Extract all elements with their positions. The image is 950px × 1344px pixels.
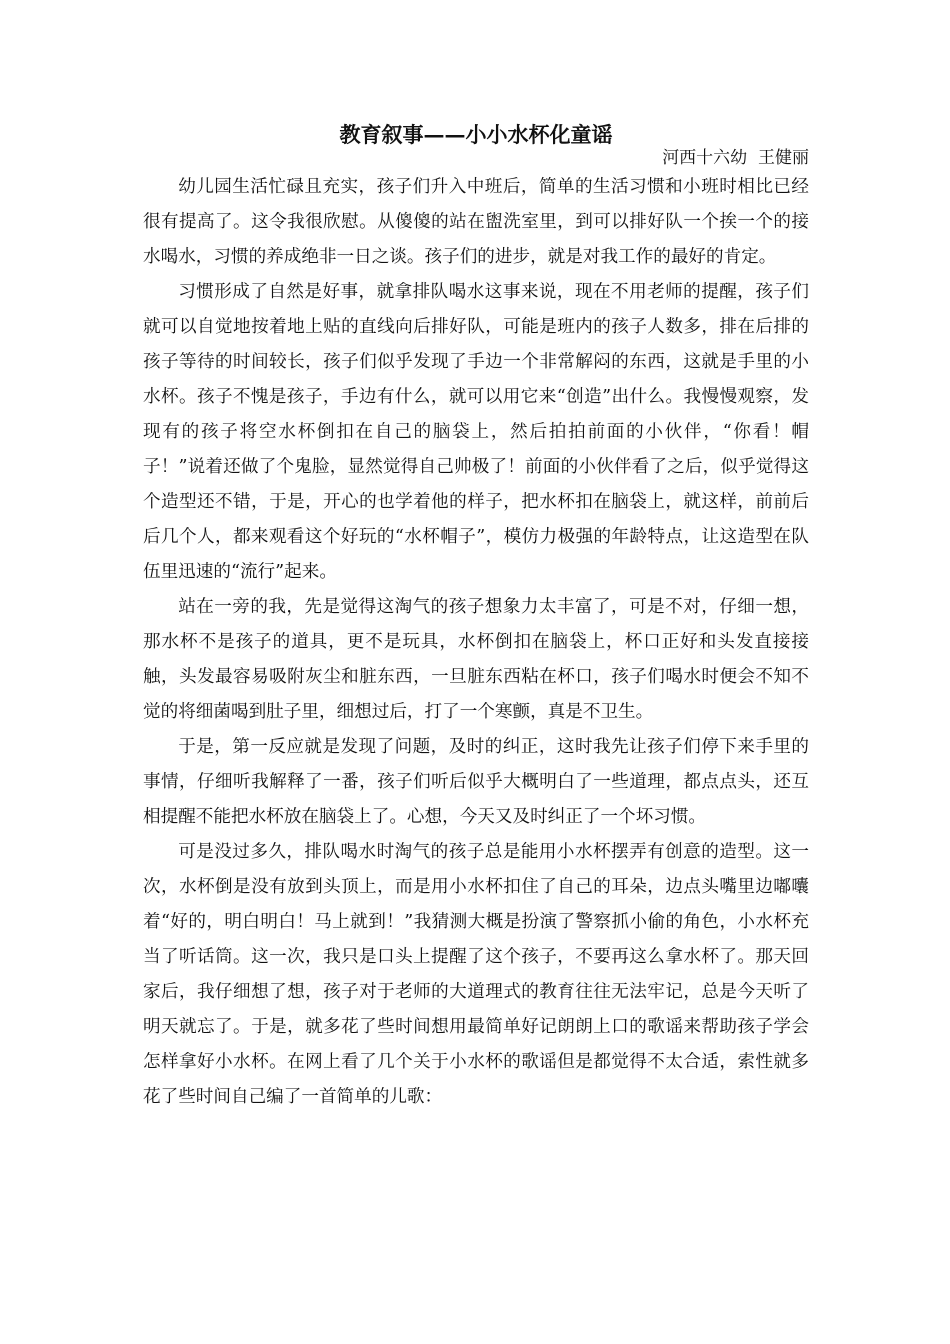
document-title: 教育叙事——小小水杯化童谣 <box>339 122 613 147</box>
document-page <box>143 118 809 1115</box>
author-line: 河西十六幼 王健丽 <box>662 148 809 168</box>
paragraph-2: 习惯形成了自然是好事，就拿排队喝水这事来说，现在不用老师的提醒，孩子们就可以自觉地按着地上贴的直线向后排好队，可能是班内的孩子人数多，排在后排的孩子等待的时间较长，孩子们似乎发现了手边一个非常解闷的东西，这就是手里的小水杯。孩子不愧是孩子，手边有什么，就可以用它来“创造”出什么。我慢慢观察，发现有的孩子将空水杯倒扣在自己的脑袋上，然后拍拍前面的小伙伴，“你看！帽子！”说着还做了个鬼脸，显然觉得自己帅极了！前面的小伙伴看了之后，似乎觉得这个造型还不错，于是，开心的也学着他的样子，把水杯扣在脑袋上，就这样，前前后后几个人，都来观看这个好玩的“水杯帽子”，模仿力极强的年龄特点，让这造型在队伍里迅速的“流行”起来。 <box>143 282 809 582</box>
paragraph-3: 站在一旁的我，先是觉得这淘气的孩子想象力太丰富了，可是不对，仔细一想，那水杯不是孩子的道具，更不是玩具，水杯倒扣在脑袋上，杯口正好和头发直接接触，头发最容易吸附灰尘和脏东西，一旦脏东西粘在杯口，孩子们喝水时便会不知不觉的将细菌喝到肚子里，细想过后，打了一个寒颤，真是不卫生。 <box>143 597 809 722</box>
paragraph-1: 幼儿园生活忙碌且充实，孩子们升入中班后，简单的生活习惯和小班时相比已经很有提高了。这令我很欣慰。从傻傻的站在盥洗室里，到可以排好队一个挨一个的接水喝水，习惯的养成绝非一日之谈。孩子们的进步，就是对我工作的最好的肯定。 <box>143 177 809 267</box>
paragraph-4: 于是，第一反应就是发现了问题，及时的纠正，这时我先让孩子们停下来手里的事情，仔细听我解释了一番，孩子们听后似乎大概明白了一些道理，都点点头，还互相提醒不能把水杯放在脑袋上了。心想，今天又及时纠正了一个坏习惯。 <box>143 737 809 827</box>
paragraph-5: 可是没过多久，排队喝水时淘气的孩子总是能用小水杯摆弄有创意的造型。这一次，水杯倒是没有放到头顶上，而是用小水杯扣住了自己的耳朵，边点头嘴里边嘟囔着“好的，明白明白！马上就到！”我猜测大概是扮演了警察抓小偷的角色，小水杯充当了听话筒。这一次，我只是口头上提醒了这个孩子，不要再这么拿水杯了。那天回家后，我仔细想了想，孩子对于老师的大道理式的教育往往无法牢记，总是今天听了明天就忘了。于是，就多花了些时间想用最简单好记朗朗上口的歌谣来帮助孩子学会怎样拿好小水杯。在网上看了几个关于小水杯的歌谣但是都觉得不太合适，索性就多花了些时间自己编了一首简单的儿歌： <box>143 842 809 1107</box>
